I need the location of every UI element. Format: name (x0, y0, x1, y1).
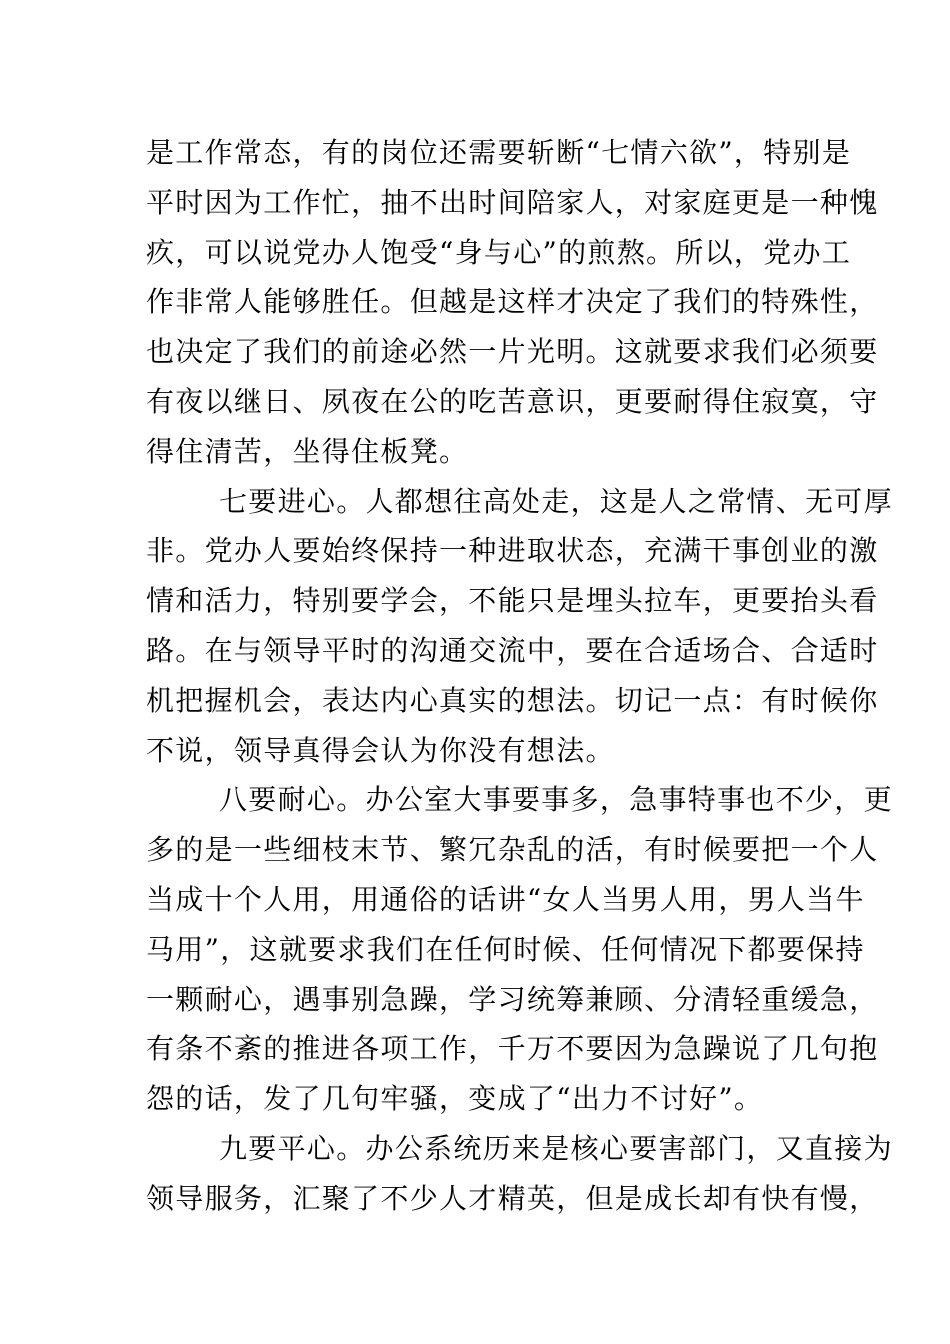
text-line: 有条不紊的推进各项工作，千万不要因为急躁说了几句抱 (146, 1032, 879, 1066)
text-line: 得住清苦，坐得住板凳。 (146, 434, 469, 468)
text-line: 作非常人能够胜任。但越是这样才决定了我们的特殊性， (146, 285, 879, 319)
text-line: 不说，领导真得会认为你没有想法。 (146, 733, 615, 767)
text-line: 领导服务，汇聚了不少人才精英，但是成长却有快有慢， (146, 1181, 879, 1215)
text-line: 有夜以继日、夙夜在公的吃苦意识，更要耐得住寂寞，守 (146, 384, 879, 418)
text-line: 多的是一些细枝末节、繁冗杂乱的活，有时候要把一个人 (146, 833, 879, 867)
text-line: 情和活力，特别要学会，不能只是埋头拉车，更要抬头看 (146, 584, 879, 618)
body-text (146, 128, 893, 1224)
text-line: 也决定了我们的前途必然一片光明。这就要求我们必须要 (146, 335, 879, 369)
text-line: 是工作常态，有的岗位还需要斩断“七情六欲”，特别是 (146, 136, 852, 169)
paragraph-start-line: 八要耐心。办公室大事要事多，急事特事也不少，更 (219, 783, 893, 817)
text-line: 一颗耐心，遇事别急躁，学习统筹兼顾、分清轻重缓急， (146, 982, 879, 1016)
text-line: 平时因为工作忙，抽不出时间陪家人，对家庭更是一种愧 (146, 185, 879, 219)
text-line: 机把握机会，表达内心真实的想法。切记一点：有时候你 (146, 683, 879, 717)
text-line: 当成十个人用，用通俗的话讲“女人当男人用，男人当牛 (146, 882, 865, 916)
text-line: 疚，可以说党办人饱受“身与心”的煎熬。所以，党办工 (146, 235, 852, 269)
paragraph-start-line: 七要进心。人都想往高处走，这是人之常情、无可厚 (219, 484, 893, 518)
text-line: 非。党办人要始终保持一种进取状态，充满干事创业的激 (146, 534, 879, 568)
text-line: 马用”，这就要求我们在任何时候、任何情况下都要保持 (146, 932, 865, 966)
text-line: 怨的话，发了几句牢骚，变成了“出力不讨好”。 (146, 1082, 764, 1116)
paragraph-start-line: 九要平心。办公系统历来是核心要害部门，又直接为 (219, 1131, 893, 1165)
text-line: 路。在与领导平时的沟通交流中，要在合适场合、合适时 (146, 633, 879, 667)
